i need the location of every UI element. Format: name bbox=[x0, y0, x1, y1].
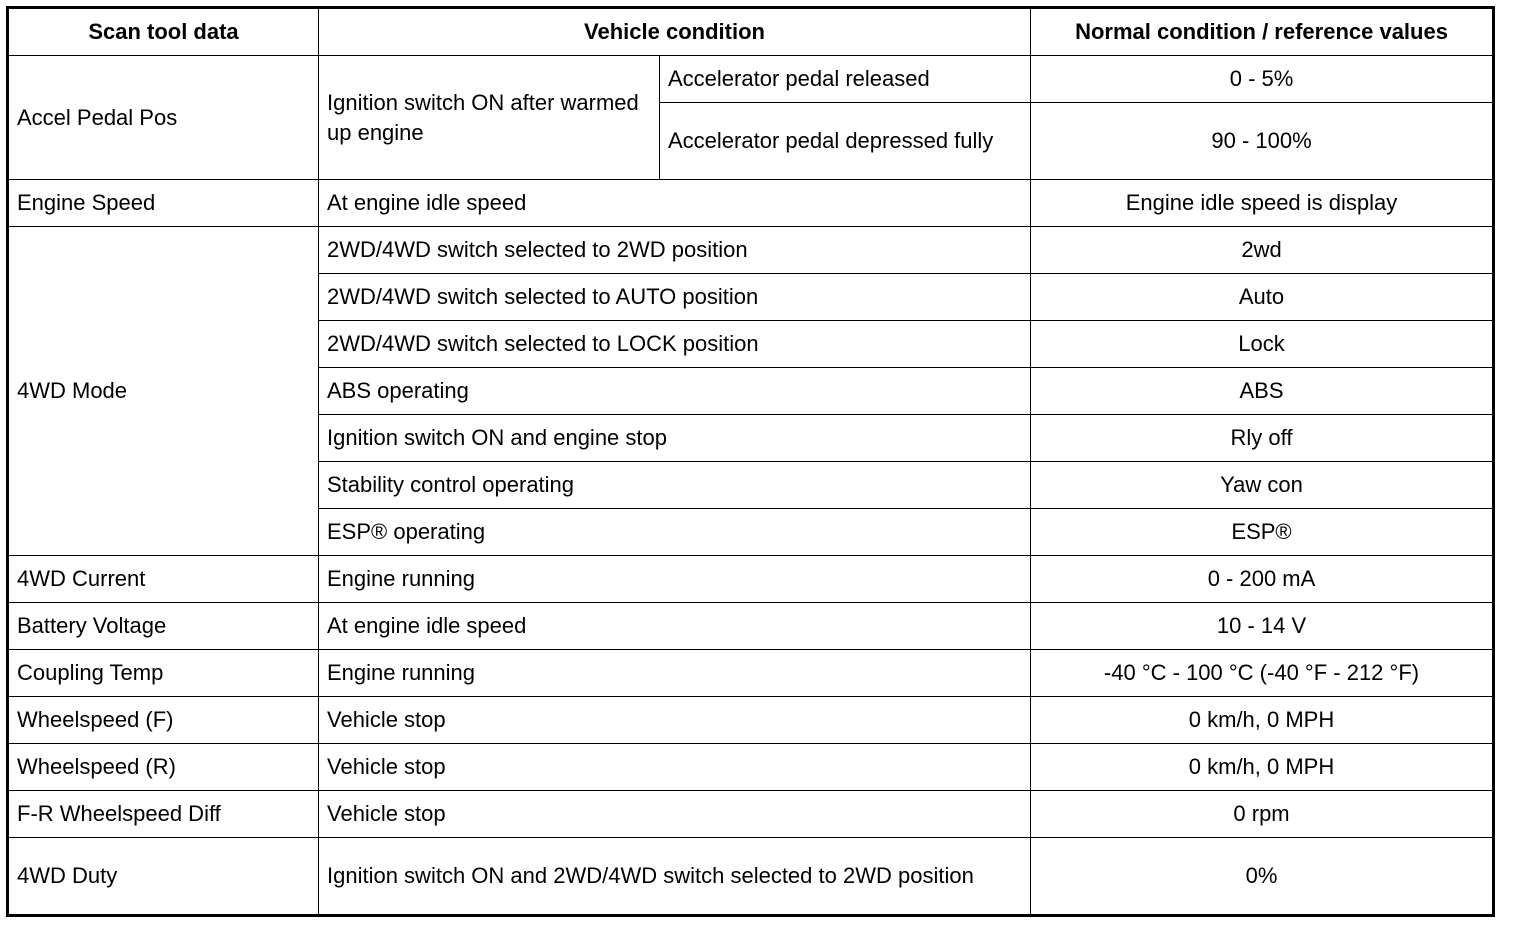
param-name: 4WD Mode bbox=[8, 227, 319, 556]
vehicle-condition: Ignition switch ON after warmed up engine bbox=[319, 56, 660, 180]
reference-value: 0 km/h, 0 MPH bbox=[1031, 697, 1494, 744]
vehicle-condition: 2WD/4WD switch selected to 2WD position bbox=[319, 227, 1031, 274]
vehicle-condition: 2WD/4WD switch selected to LOCK position bbox=[319, 321, 1031, 368]
vehicle-condition: At engine idle speed bbox=[319, 603, 1031, 650]
vehicle-condition: ESP® operating bbox=[319, 509, 1031, 556]
header-scan-tool-data: Scan tool data bbox=[8, 8, 319, 56]
param-name: Wheelspeed (R) bbox=[8, 744, 319, 791]
vehicle-condition: Vehicle stop bbox=[319, 791, 1031, 838]
param-name: Battery Voltage bbox=[8, 603, 319, 650]
vehicle-condition: Vehicle stop bbox=[319, 744, 1031, 791]
table-row bbox=[8, 180, 1494, 227]
param-name: Wheelspeed (F) bbox=[8, 697, 319, 744]
reference-value: 0 km/h, 0 MPH bbox=[1031, 744, 1494, 791]
reference-value: ESP® bbox=[1031, 509, 1494, 556]
sub-condition: Accelerator pedal released bbox=[660, 56, 1031, 103]
reference-value: ABS bbox=[1031, 368, 1494, 415]
table-row bbox=[8, 838, 1494, 916]
reference-value: 2wd bbox=[1031, 227, 1494, 274]
reference-value: 10 - 14 V bbox=[1031, 603, 1494, 650]
reference-value: Rly off bbox=[1031, 415, 1494, 462]
param-name: Accel Pedal Pos bbox=[8, 56, 319, 180]
scan-tool-data-table bbox=[6, 6, 1495, 917]
param-name: Engine Speed bbox=[8, 180, 319, 227]
reference-value: 0 rpm bbox=[1031, 791, 1494, 838]
reference-value: Engine idle speed is display bbox=[1031, 180, 1494, 227]
vehicle-condition: Stability control operating bbox=[319, 462, 1031, 509]
table-row bbox=[8, 697, 1494, 744]
table-row bbox=[8, 556, 1494, 603]
header-reference-values: Normal condition / reference values bbox=[1031, 8, 1494, 56]
reference-value: 90 - 100% bbox=[1031, 103, 1494, 180]
sub-condition: Accelerator pedal depressed fully bbox=[660, 103, 1031, 180]
reference-value: -40 °C - 100 °C (-40 °F - 212 °F) bbox=[1031, 650, 1494, 697]
reference-value: 0 - 200 mA bbox=[1031, 556, 1494, 603]
vehicle-condition: Engine running bbox=[319, 556, 1031, 603]
param-name: Coupling Temp bbox=[8, 650, 319, 697]
table-row bbox=[8, 744, 1494, 791]
vehicle-condition: Ignition switch ON and engine stop bbox=[319, 415, 1031, 462]
vehicle-condition: At engine idle speed bbox=[319, 180, 1031, 227]
vehicle-condition: 2WD/4WD switch selected to AUTO position bbox=[319, 274, 1031, 321]
table-row bbox=[8, 650, 1494, 697]
reference-value: Yaw con bbox=[1031, 462, 1494, 509]
param-name: F-R Wheelspeed Diff bbox=[8, 791, 319, 838]
reference-value: Auto bbox=[1031, 274, 1494, 321]
table-row bbox=[8, 227, 1494, 274]
reference-value: 0% bbox=[1031, 838, 1494, 916]
param-name: 4WD Current bbox=[8, 556, 319, 603]
reference-value: Lock bbox=[1031, 321, 1494, 368]
vehicle-condition: ABS operating bbox=[319, 368, 1031, 415]
vehicle-condition: Engine running bbox=[319, 650, 1031, 697]
table-row bbox=[8, 56, 1494, 103]
table-row bbox=[8, 791, 1494, 838]
param-name: 4WD Duty bbox=[8, 838, 319, 916]
vehicle-condition: Ignition switch ON and 2WD/4WD switch selected to 2WD position bbox=[319, 838, 1031, 916]
reference-value: 0 - 5% bbox=[1031, 56, 1494, 103]
table-row bbox=[8, 603, 1494, 650]
vehicle-condition: Vehicle stop bbox=[319, 697, 1031, 744]
header-row bbox=[8, 8, 1494, 56]
header-vehicle-condition: Vehicle condition bbox=[319, 8, 1031, 56]
